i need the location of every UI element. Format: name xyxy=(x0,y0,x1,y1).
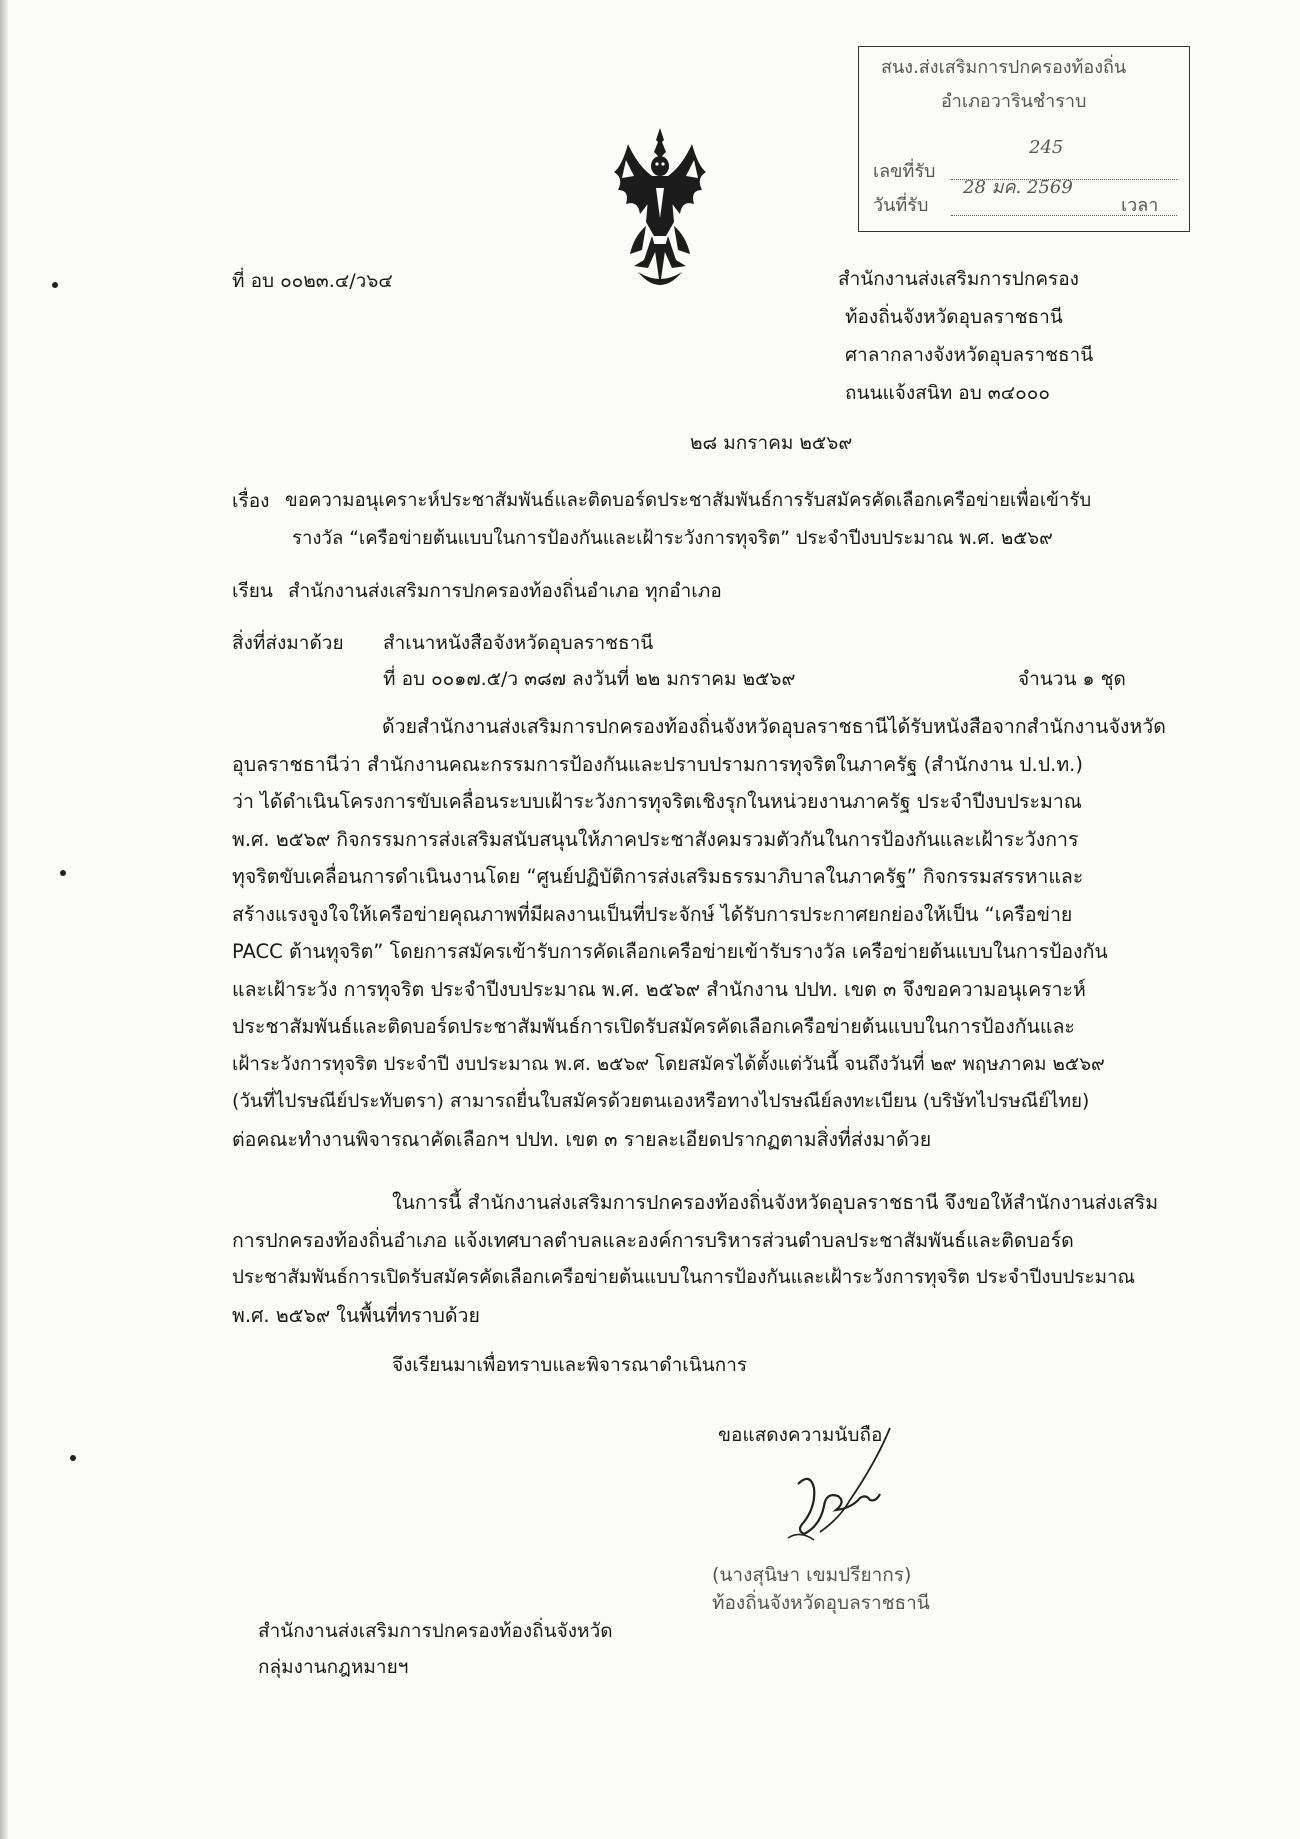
stamp-district-line: อำเภอวารินชำราบ xyxy=(941,91,1087,112)
footer-division: กลุ่มงานกฎหมายฯ xyxy=(258,1656,409,1678)
signature-regards: ขอแสดงความนับถือ xyxy=(718,1424,883,1446)
footer-office: สำนักงานส่งเสริมการปกครองท้องถิ่นจังหวัด xyxy=(258,1620,613,1642)
attachment-line-2: ที่ อบ ๐๐๑๗.๕/ว ๓๘๗ ลงวันที่ ๒๒ มกราคม ๒๕๖๙ xyxy=(383,668,796,690)
scan-speck xyxy=(52,282,58,288)
document-number: ที่ อบ ๐๐๒๓.๔/ว๖๔ xyxy=(232,270,393,292)
recipient-label: เรียน xyxy=(232,580,273,602)
body-line: และเฝ้าระวัง การทุจริต ประจำปีงบประมาณ พ.ศ. ๒๕๖๙ สำนักงาน ปปท. เขต ๓ จึงขอความอนุเคราะห์ xyxy=(232,977,1086,1001)
recipient-text: สำนักงานส่งเสริมการปกครองท้องถิ่นอำเภอ ทุกอำเภอ xyxy=(288,580,722,602)
body-line: การปกครองท้องถิ่นอำเภอ แจ้งเทศบาลตำบลและองค์การบริหารส่วนตำบลประชาสัมพันธ์และติดบอร์ด xyxy=(232,1228,1074,1252)
attachment-label: สิ่งที่ส่งมาด้วย xyxy=(232,632,344,654)
attachment-line-1: สำเนาหนังสือจังหวัดอุบลราชธานี xyxy=(383,632,654,654)
stamp-date-label: วันที่รับ xyxy=(873,195,929,216)
stamp-office-line: สนง.ส่งเสริมการปกครองท้องถิ่น xyxy=(881,57,1127,78)
stamp-date-value: 28 มค. 2569 xyxy=(963,177,1073,198)
scan-speck xyxy=(70,1455,76,1461)
sender-line-1: สำนักงานส่งเสริมการปกครอง xyxy=(838,268,1079,290)
body-line: ด้วยสำนักงานส่งเสริมการปกครองท้องถิ่นจังหวัดอุบลราชธานีได้รับหนังสือจากสำนักงานจังหวัด xyxy=(382,715,1166,738)
body-line: PACC ต้านทุจริต” โดยการสมัครเข้ารับการคัดเลือกเครือข่ายเข้ารับรางวัล เครือข่ายต้นแบบในการป้องกัน xyxy=(232,940,1108,963)
body-line: พ.ศ. ๒๕๖๙ ในพื้นที่ทราบด้วย xyxy=(232,1303,480,1327)
body-line: สร้างแรงจูงใจให้เครือข่ายคุณภาพที่มีผลงานเป็นที่ประจักษ์ ได้รับการประกาศยกย่องให้เป็น “เครือข่าย xyxy=(232,902,1073,926)
subject-line-2: รางวัล “เครือข่ายต้นแบบในการป้องกันและเฝ้าระวังการทุจริต” ประจำปีงบประมาณ พ.ศ. ๒๕๖๙ xyxy=(292,528,1053,549)
scan-edge xyxy=(0,0,8,1839)
body-paragraph-2 xyxy=(232,1184,1158,1334)
stamp-receipt-label: เลขที่รับ xyxy=(873,161,936,182)
body-line: เฝ้าระวังการทุจริต ประจำปี งบประมาณ พ.ศ. ๒๕๖๙ โดยสมัครได้ตั้งแต่วันนี้ จนถึงวันที่ ๒๙ พฤษภาคม ๒๕๖๙ xyxy=(232,1053,1105,1075)
body-paragraph-1 xyxy=(232,708,1166,1158)
body-line: อุบลราชธานีว่า สำนักงานคณะกรรมการป้องกันและปราบปรามการทุจริตในภาครัฐ (สำนักงาน ป.ป.ท.) xyxy=(232,752,1083,776)
receiving-stamp xyxy=(858,46,1190,232)
scan-speck xyxy=(60,870,66,876)
stamp-time-label: เวลา xyxy=(1121,195,1159,216)
subject-line-1: ขอความอนุเคราะห์ประชาสัมพันธ์และติดบอร์ดประชาสัมพันธ์การรับสมัครคัดเลือกเครือข่ายเพื่อเข้ารับ xyxy=(285,490,1092,511)
body-line: ประชาสัมพันธ์และติดบอร์ดประชาสัมพันธ์การเปิดรับสมัครคัดเลือกเครือข่ายต้นแบบในการป้องกันและ xyxy=(232,1015,1075,1038)
document-date: ๒๘ มกราคม ๒๕๖๙ xyxy=(690,432,853,454)
attachment-count: จำนวน ๑ ชุด xyxy=(1018,668,1126,690)
body-line: ประชาสัมพันธ์การเปิดรับสมัครคัดเลือกเครือข่ายต้นแบบในการป้องกันและเฝ้าระวังการทุจริต ประจำปีงบประมาณ xyxy=(232,1267,1135,1288)
stamp-receipt-number: 245 xyxy=(1029,137,1064,158)
garuda-emblem-icon xyxy=(608,126,712,298)
body-line: ในการนี้ สำนักงานส่งเสริมการปกครองท้องถิ่นจังหวัดอุบลราชธานี จึงขอให้สำนักงานส่งเสริม xyxy=(392,1191,1159,1214)
body-line: พ.ศ. ๒๕๖๙ กิจกรรมการส่งเสริมสนับสนุนให้ภาคประชาสังคมรวมตัวกันในการป้องกันและเฝ้าระวังการ xyxy=(232,827,1079,851)
body-line: ว่า ได้ดำเนินโครงการขับเคลื่อนระบบเฝ้าระวังการทุจริตเชิงรุกในหน่วยงานภาครัฐ ประจำปีงบประมาณ xyxy=(232,790,1082,813)
sender-line-2: ท้องถิ่นจังหวัดอุบลราชธานี xyxy=(845,306,1063,328)
signatory-position: ท้องถิ่นจังหวัดอุบลราชธานี xyxy=(712,1592,930,1614)
subject-label: เรื่อง xyxy=(232,490,270,512)
body-line: ทุจริตขับเคลื่อนการดำเนินงานโดย “ศูนย์ปฏิบัติการส่งเสริมธรรมาภิบาลในภาครัฐ” กิจกรรมสรรหาและ xyxy=(232,865,1084,888)
closing-line: จึงเรียนมาเพื่อทราบและพิจารณาดำเนินการ xyxy=(392,1354,748,1376)
handwritten-signature xyxy=(780,1422,930,1562)
signatory-name: (นางสุนิษา เขมปรียากร) xyxy=(712,1564,912,1586)
body-line: (วันที่ไปรษณีย์ประทับตรา) สามารถยื่นใบสมัครด้วยตนเองหรือทางไปรษณีย์ลงทะเบียน (บริษัทไปรษณีย์ไทย) xyxy=(232,1091,1090,1112)
body-line: ต่อคณะทำงานพิจารณาคัดเลือกฯ ปปท. เขต ๓ รายละเอียดปรากฏตามสิ่งที่ส่งมาด้วย xyxy=(232,1127,932,1151)
sender-line-3: ศาลากลางจังหวัดอุบลราชธานี xyxy=(845,344,1094,366)
sender-line-4: ถนนแจ้งสนิท อบ ๓๔๐๐๐ xyxy=(845,382,1050,404)
